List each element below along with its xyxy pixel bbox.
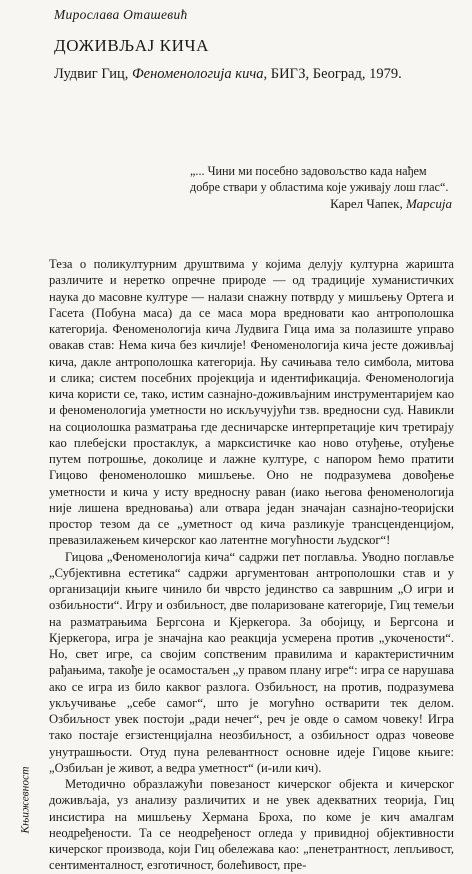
paragraph: Теза о поликултурним друштвима у којима делују културна жаришта различите и неретко опречне природе — од традиције хуманистичких наука до масовне културе — налази снажну потврду у мишљењу Ортега и Гасета (Побуна маса) да се маса мора вредновати као антрополошка категорија. Феноменологија кича Лудвига Гица има за полазиште управо овакав став: Нема кича без кичлије! Феноменологија кича јесте доживљај кича, дакле антрополошка категорија. Њу сачињава тело симбола, митова и слика; систем посебних пројекција и идентификација. Феноменологија кича користи се, тако, истим сазнајно-доживљајним инструментаријем као и феноменологија уметности но искључујући тзв. вредносни суд. Навикли на социолошка разматрања где десничарске интерпретације кич третирају као плебејски простаклук, а марксистичке као ново отуђење, отуђење путем потрошње, доколице и лажне културе, с напором ћемо пратити Гицово феноменолошко мишљење. Оно не подразумева довођење уметности и кича у исту вредносну раван (иако његова феноменологија није лишена вредновања) али отвара један значајан сазнајно-теоријски простор тезом да се „уметност од кича разликује трансценденцијом, превазилажењем кичерског као латентне могућности људског“!	[49, 257, 454, 548]
book-author: Лудвиг Гиц,	[54, 66, 129, 82]
article-title: ДОЖИВЉАЈ КИЧА	[54, 36, 210, 55]
book-details: , БИГЗ, Београд, 1979.	[263, 66, 402, 82]
section-label-text: Књижевност	[20, 766, 32, 834]
bibliography	[54, 66, 454, 83]
epigraph-attribution	[190, 196, 452, 212]
attribution-name: Карел Чапек,	[330, 196, 406, 211]
epigraph-quote: „... Чини ми посебно задовољство када нађем добре ствари у областима које уживају лош глас“.	[190, 164, 449, 194]
author-name: Мирослава Оташевић	[54, 7, 188, 22]
paragraph: Гицова „Феноменологија кича“ садржи пет поглавља. Уводно поглавље „Субјективна естетика“ садржи аргументован антрополошки став и у организацији књиге чинило би чврсто јединство са завршним „О игри и озбиљности“. Игру и озбиљност, две поларизоване категорије, Гиц темељи на разматрањима Бергсона и Кјеркегора. За обојицу, и Бергсона и Кјеркегора, игра је значајна као реакција усмерена против „укочености“. Но, свет игре, са својим сопственим правилима и карактеристичним рађањима, такође је осамостаљен „у правом плану игре“: игра се нарушава ако се игра из било каквог разлога. Озбиљност, на против, подразумева укључивање „себе самог“, што је могућно остварити тек делом. Озбиљност увек постоји „ради нечег“, реч је овде о самом човеку! Игра тако постаје егзистенцијална неозбиљност, а озбиљност одраз човеове унутрашњости. Отуд пуна релевантност основне идеје Гицове књиге: „Озбиљан је живот, а ведра уметност“ (и-или кич).	[49, 549, 454, 775]
book-title: Феноменологија кича	[131, 66, 264, 82]
attribution-work: Марсија	[405, 196, 452, 211]
epigraph	[190, 164, 452, 212]
article-body	[49, 256, 454, 874]
paragraph: Методично образлажући повезаност кичерског објекта и кичерског доживљаја, уз анализу различитих и не увек адекватних теорија, Гиц инсистира на мишљењу Хермана Броха, по коме је кич амалгам неодређености. Та се неодређеност огледа у привидној објективности кичерског производа, који Гиц обележава као: „пенетрантност, лепљивост, сентименталност, езготичност, болећивост, пре-	[49, 777, 454, 873]
section-label	[17, 760, 35, 840]
